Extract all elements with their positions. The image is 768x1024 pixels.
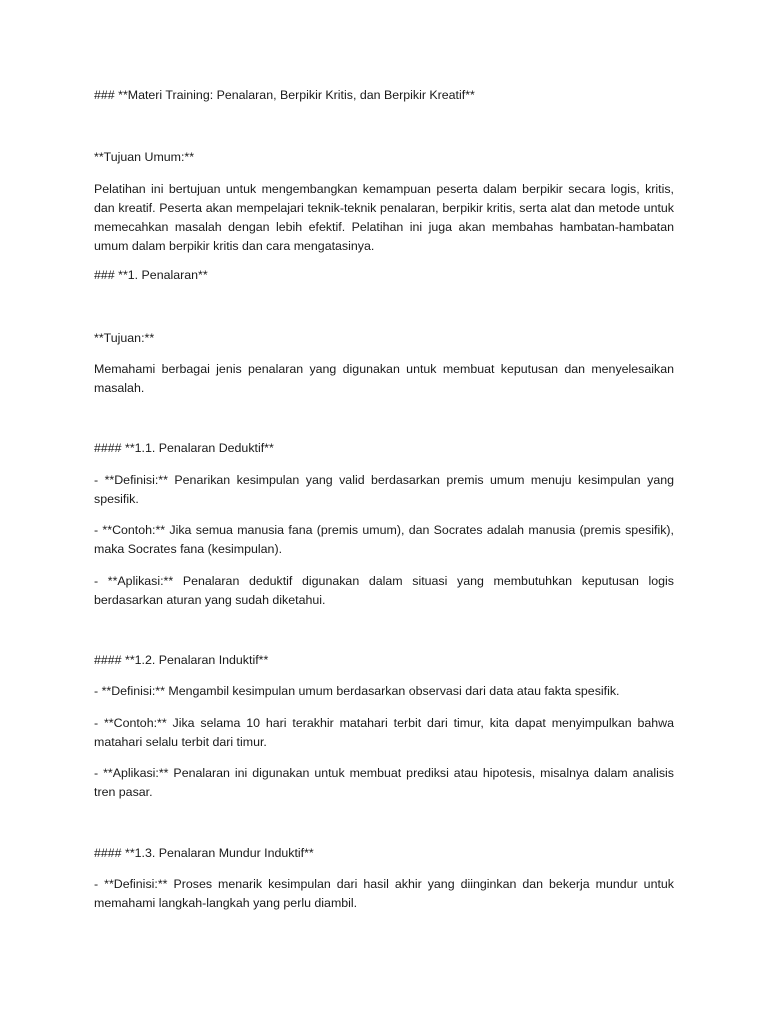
subsection-1-1-contoh: - **Contoh:** Jika semua manusia fana (premis umum), dan Socrates adalah manusia (premis spesifik), maka Socrates fana (kesimpulan). [94, 523, 674, 556]
subsection-1-2-aplikasi: - **Aplikasi:** Penalaran ini digunakan untuk membuat prediksi atau hipotesis, misalnya dalam analisis tren pasar. [94, 766, 674, 799]
subsection-1-1-heading: #### **1.1. Penalaran Deduktif** [94, 441, 274, 455]
tujuan-umum-label: **Tujuan Umum:** [94, 150, 195, 164]
subsection-1-3-heading: #### **1.3. Penalaran Mundur Induktif** [94, 846, 314, 860]
subsection-1-1-aplikasi: - **Aplikasi:** Penalaran deduktif digunakan dalam situasi yang membutuhkan keputusan logis berdasarkan aturan yang sudah diketahui. [94, 574, 674, 607]
subsection-1-2-definisi: - **Definisi:** Mengambil kesimpulan umum berdasarkan observasi dari data atau fakta spesifik. [94, 684, 620, 698]
section-1-heading: ### **1. Penalaran** [94, 268, 208, 282]
subsection-1-1-definisi: - **Definisi:** Penarikan kesimpulan yang valid berdasarkan premis umum menuju kesimpulan yang spesifik. [94, 473, 674, 506]
subsection-1-2-heading: #### **1.2. Penalaran Induktif** [94, 653, 269, 667]
document-title: ### **Materi Training: Penalaran, Berpikir Kritis, dan Berpikir Kreatif** [94, 88, 475, 102]
subsection-1-3-definisi: - **Definisi:** Proses menarik kesimpulan dari hasil akhir yang diinginkan dan bekerja mundur untuk memahami langkah-langkah yang perlu diambil. [94, 877, 674, 910]
section-1-tujuan-paragraph: Memahami berbagai jenis penalaran yang digunakan untuk membuat keputusan dan menyelesaikan masalah. [94, 362, 674, 395]
section-1-tujuan-label: **Tujuan:** [94, 331, 155, 345]
subsection-1-2-contoh: - **Contoh:** Jika selama 10 hari terakhir matahari terbit dari timur, kita dapat menyimpulkan bahwa matahari selalu terbit dari timur. [94, 716, 674, 749]
tujuan-umum-paragraph: Pelatihan ini bertujuan untuk mengembangkan kemampuan peserta dalam berpikir secara logis, kritis, dan kreatif. Peserta akan mempelajari teknik-teknik penalaran, berpikir kritis, serta alat dan metode untuk memecahkan masalah dengan lebih efektif. Pelatihan ini juga akan membahas hambatan-hambatan umum dalam berpikir kritis dan cara mengatasinya. [94, 182, 674, 253]
